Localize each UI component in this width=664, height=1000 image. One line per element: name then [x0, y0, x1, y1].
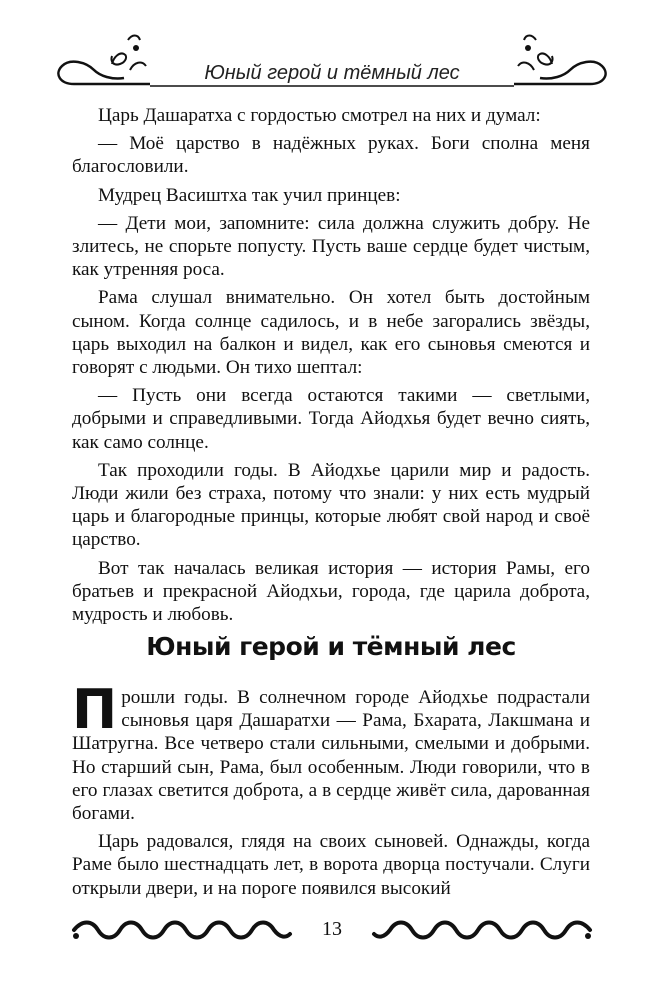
paragraph: Царь радовался, глядя на своих сыновей. Однажды, когда Раме было шестнадцать лет, в ворота дворца постучали. Слуги открыли двери, и на пороге появился высокий: [72, 831, 590, 899]
paragraph: Так проходили годы. В Айодхье царили мир и радость. Люди жили без страха, потому что знали: у них есть мудрый царь и благородные принцы, которые любят свой народ и своё царство.: [72, 459, 590, 551]
paragraph: Мудрец Васиштха так учил принцев:: [98, 184, 401, 206]
drop-cap: П: [72, 678, 118, 741]
chapter-title: Юный герой и тёмный лес: [146, 632, 516, 661]
paragraph: — Дети мои, запомните: сила должна служить добру. Не злитесь, не спорьте попусту. Пусть ваше сердце будет чистым, как утренняя роса.: [72, 212, 590, 281]
paragraph-text: рошли годы. В солнечном городе Айодхье подрастали сыновья царя Дашаратхи — Рама, Бхарата, Лакшмана и Шатругна. Все четверо стали сильными, смелыми и добрыми. Но старший сын, Рама, был особенным. Люди говорили, что в его глазах светится доброта, а в сердце живёт сила, дарованная богами.: [72, 687, 590, 825]
paragraph: Вот так началась великая история — история Рамы, его братьев и прекрасной Айодхьи, города, где царила доброта, мудрость и любовь.: [72, 557, 590, 626]
paragraph: Царь Дашаратха с гордостью смотрел на них и думал:: [98, 105, 541, 126]
chapter-first-paragraph: [72, 678, 590, 825]
paragraph: — Пусть они всегда остаются такими — светлыми, добрыми и справедливыми. Тогда Айодхья будет вечно сиять, как само солнце.: [72, 385, 590, 453]
wave-ornament-left-icon: [73, 923, 290, 940]
page-number: 13: [322, 918, 342, 940]
chapter-text: [72, 678, 590, 905]
body-text: [72, 104, 590, 631]
page-footer: [0, 900, 664, 960]
wave-ornament-right-icon: [374, 923, 591, 940]
flourish-right-icon: [514, 36, 606, 85]
page-header: [0, 0, 664, 100]
paragraph: — Моё царство в надёжных руках. Боги сполна меня благословили.: [72, 133, 590, 178]
running-head: Юный герой и тёмный лес: [204, 62, 460, 84]
flourish-left-icon: [58, 36, 150, 85]
paragraph: Рама слушал внимательно. Он хотел быть достойным сыном. Когда солнце садилось, и в небе загорались звёзды, царь выходил на балкон и видел, как его сыновья смеются и говорят с людьми. Он тихо шептал:: [72, 287, 590, 379]
header-ornament: [0, 0, 664, 100]
